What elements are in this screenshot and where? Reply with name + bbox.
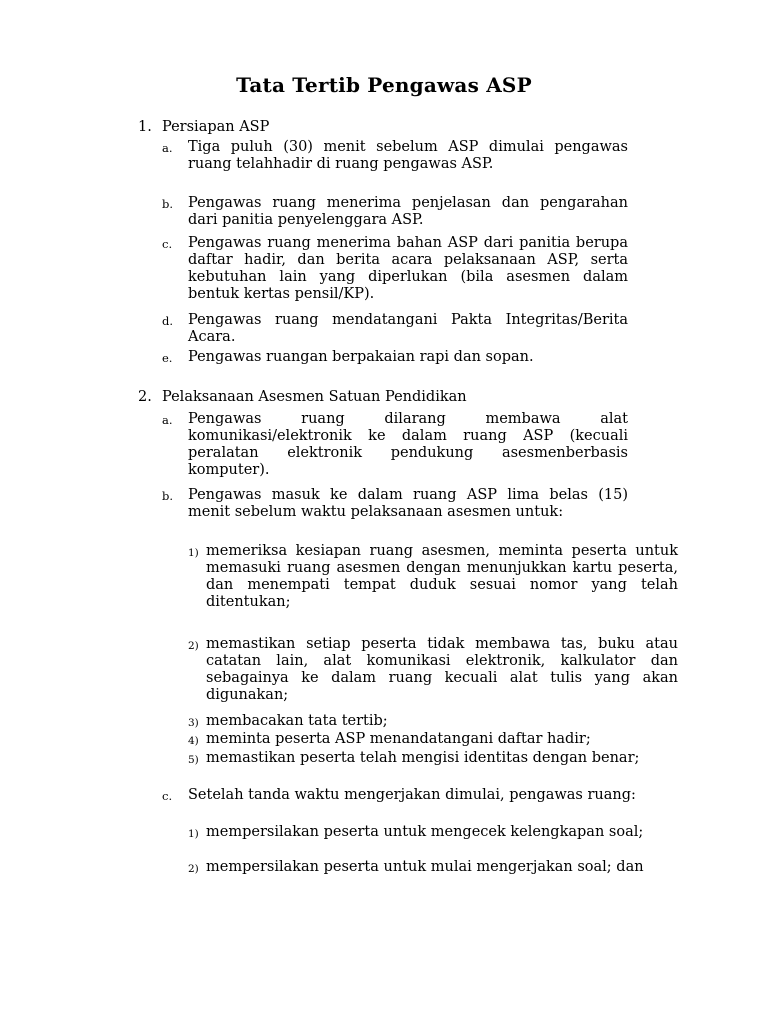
item-label: b. (162, 489, 174, 503)
list-item (162, 312, 628, 346)
item-label: c. (162, 237, 173, 251)
list-item (162, 195, 628, 229)
section-heading-persiapan (138, 119, 269, 136)
sub-item-label: 1) (188, 547, 199, 559)
list-item (162, 235, 628, 303)
sub-list-item (188, 824, 678, 841)
sub-list-item (188, 750, 678, 767)
sub-list-item (188, 713, 678, 730)
sub-list-item (188, 859, 678, 876)
list-item (162, 787, 678, 804)
sub-item-label: 2) (188, 863, 199, 875)
sub-list-item (188, 543, 678, 611)
item-text: Pengawas ruang mendatangani Pakta Integritas/Berita Acara. (188, 312, 628, 345)
sub-item-label: 3) (188, 717, 199, 729)
item-text: Setelah tanda waktu mengerjakan dimulai, pengawas ruang: (188, 787, 636, 803)
item-text: Tiga puluh (30) menit sebelum ASP dimulai pengawas ruang telahhadir di ruang pengawas ASP. (188, 139, 628, 172)
sub-item-text: memastikan peserta telah mengisi identitas dengan benar; (206, 750, 640, 766)
sub-item-text: mempersilakan peserta untuk mengecek kelengkapan soal; (206, 824, 644, 840)
sub-item-text: meminta peserta ASP menandatangani daftar hadir; (206, 731, 591, 747)
sub-item-text: membacakan tata tertib; (206, 713, 388, 729)
section-heading-pelaksanaan (138, 389, 467, 406)
item-text: Pengawas ruang dilarang membawa alat komunikasi/elektronik ke dalam ruang ASP (kecuali peralatan elektronik pendukung asesmenberbasis komputer). (188, 411, 628, 478)
item-text: Pengawas ruang menerima bahan ASP dari panitia berupa daftar hadir, dan berita acara pelaksanaan ASP, serta kebutuhan lain yang diperlukan (bila asesmen dalam bentuk kertas pensil/KP). (188, 235, 628, 302)
sub-item-label: 2) (188, 640, 199, 652)
sub-list-item (188, 636, 678, 704)
list-item (162, 487, 628, 521)
list-item (162, 139, 628, 173)
section-number: 2. (138, 389, 152, 405)
item-label: a. (162, 413, 173, 427)
item-label: e. (162, 351, 173, 365)
item-label: d. (162, 314, 174, 328)
sub-item-label: 1) (188, 828, 199, 840)
sub-item-text: mempersilakan peserta untuk mulai mengerjakan soal; dan (206, 859, 644, 875)
item-label: b. (162, 197, 174, 211)
sub-item-label: 4) (188, 735, 199, 747)
sub-list-item (188, 731, 678, 748)
section-title: Persiapan ASP (162, 119, 270, 135)
item-label: c. (162, 789, 173, 803)
item-label: a. (162, 141, 173, 155)
page-title: Tata Tertib Pengawas ASP (236, 73, 532, 97)
section-number: 1. (138, 119, 152, 135)
list-item (162, 411, 628, 479)
sub-item-text: memastikan setiap peserta tidak membawa tas, buku atau catatan lain, alat komunikasi elektronik, kalkulator dan sebagainya ke dalam ruang kecuali alat tulis yang akan digunakan; (206, 636, 678, 703)
sub-item-text: memeriksa kesiapan ruang asesmen, meminta peserta untuk memasuki ruang asesmen dengan menunjukkan kartu peserta, dan menempati tempat duduk sesuai nomor yang telah ditentukan; (206, 543, 678, 610)
item-text: Pengawas ruang menerima penjelasan dan pengarahan dari panitia penyelenggara ASP. (188, 195, 628, 228)
item-text: Pengawas masuk ke dalam ruang ASP lima belas (15) menit sebelum waktu pelaksanaan asesmen untuk: (188, 487, 628, 520)
section-title: Pelaksanaan Asesmen Satuan Pendidikan (162, 389, 467, 405)
list-item (162, 349, 628, 366)
item-text: Pengawas ruangan berpakaian rapi dan sopan. (188, 349, 534, 365)
sub-item-label: 5) (188, 754, 199, 766)
